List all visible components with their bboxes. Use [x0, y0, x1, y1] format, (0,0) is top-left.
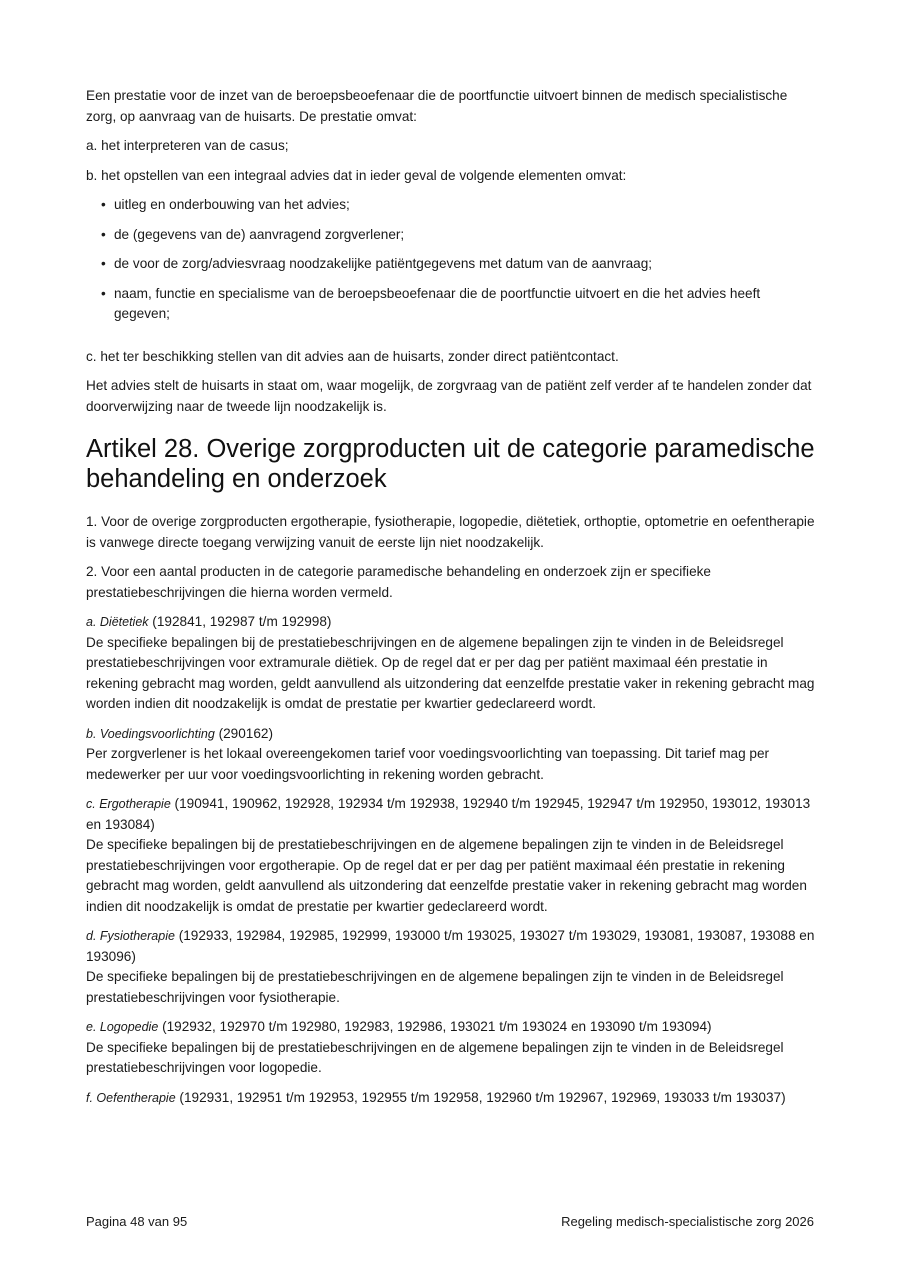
item-codes: (192933, 192984, 192985, 192999, 193000 t/m 193025, 193027 t/m 193029, 193081, 193087, 193088 en 193096) [86, 928, 815, 964]
intro-item-a: a. het interpreteren van de casus; [86, 138, 289, 153]
item-body: De specifieke bepalingen bij de prestatiebeschrijvingen en de algemene bepalingen zijn te vinden in de Beleidsregel prestatiebeschrijvingen voor fysiotherapie. [86, 969, 784, 1005]
intro-paragraph: Een prestatie voor de inzet van de beroepsbeoefenaar die de poortfunctie uitvoert binnen de medisch specialistische zorg, op aanvraag van de huisarts. De prestatie omvat: [86, 88, 788, 124]
page-footer [86, 1212, 814, 1233]
intro-item-b: b. het opstellen van een integraal advies dat in ieder geval de volgende elementen omvat: [86, 167, 627, 183]
item-codes: (192932, 192970 t/m 192980, 192983, 192986, 193021 t/m 193024 en 193090 t/m 193094) [158, 1019, 712, 1034]
document-page [86, 86, 816, 1117]
product-item-voedingsvoorlichting [86, 724, 816, 786]
item-label: d. Fysiotherapie [86, 929, 175, 943]
item-codes: (192841, 192987 t/m 192998) [148, 614, 332, 629]
bullet-icon: • [101, 256, 106, 271]
article-paragraph-2: 2. Voor een aantal producten in de categorie paramedische behandeling en onderzoek zijn er specifieke prestatiebeschrijvingen die hierna worden vermeld. [86, 564, 711, 600]
list-item: • de voor de zorg/adviesvraag noodzakelijke patiëntgegevens met datum van de aanvraag; [86, 254, 816, 275]
item-codes: (190941, 190962, 192928, 192934 t/m 192938, 192940 t/m 192945, 192947 t/m 192950, 193012, 193013 en 193084) [86, 796, 811, 832]
product-item-oefentherapie [86, 1088, 816, 1109]
page-number: Pagina 48 van 95 [86, 1214, 188, 1229]
intro-item-c: c. het ter beschikking stellen van dit advies aan de huisarts, zonder direct patiëntcontact. [86, 348, 619, 364]
product-item-ergotherapie [86, 794, 816, 917]
product-item-fysiotherapie [86, 926, 816, 1008]
article-paragraph-1: 1. Voor de overige zorgproducten ergotherapie, fysiotherapie, logopedie, diëtetiek, orthoptie, optometrie en oefentherapie is vanwege directe toegang verwijzing vanuit de eerste lijn niet noodzakelijk. [86, 514, 815, 550]
document-title: Regeling medisch-specialistische zorg 2026 [561, 1214, 814, 1229]
item-label: b. Voedingsvoorlichting [86, 726, 215, 741]
item-body: De specifieke bepalingen bij de prestatiebeschrijvingen en de algemene bepalingen zijn te vinden in de Beleidsregel prestatiebeschrijvingen voor ergotherapie. Op de regel dat er per dag per patiënt maximaal één prestatie in rekening gebracht mag worden, geldt aanvullend als uitzondering dat eenzelfde prestatie vaker in rekening gebracht mag worden indien dit noodzakelijk is omdat de prestatie per kwartier gedeclareerd wordt. [86, 837, 807, 914]
item-label: e. Logopedie [86, 1020, 159, 1034]
product-item-dietetiek [86, 612, 816, 715]
bullet-icon: • [101, 226, 106, 242]
intro-closing: Het advies stelt de huisarts in staat om, waar mogelijk, de zorgvraag van de patiënt zelf verder af te handelen zonder dat doorverwijzing naar de tweede lijn noodzakelijk is. [86, 378, 812, 414]
item-body: De specifieke bepalingen bij de prestatiebeschrijvingen en de algemene bepalingen zijn te vinden in de Beleidsregel prestatiebeschrijvingen voor extramurale diëtiek. Op de regel dat er per dag per patiënt maximaal één prestatie in rekening gebracht mag worden, geldt aanvullend als uitzondering dat eenzelfde prestatie vaker in rekening gebracht mag worden indien dit noodzakelijk is omdat de prestatie per kwartier gedeclareerd wordt. [86, 634, 815, 711]
advice-elements-list [86, 195, 816, 325]
item-codes: (290162) [214, 725, 273, 741]
bullet-icon: • [101, 197, 106, 212]
item-body: De specifieke bepalingen bij de prestatiebeschrijvingen en de algemene bepalingen zijn te vinden in de Beleidsregel prestatiebeschrijvingen voor logopedie. [86, 1039, 784, 1075]
article-heading: Artikel 28. Overige zorgproducten uit de categorie paramedische behandeling en onderzoek [86, 435, 815, 493]
bullet-icon: • [101, 285, 106, 301]
product-item-logopedie [86, 1017, 816, 1079]
item-label: c. Ergotherapie [86, 797, 171, 811]
item-label: a. Diëtetiek [86, 615, 149, 629]
list-item: • naam, functie en specialisme van de beroepsbeoefenaar die de poortfunctie uitvoert en die het advies heeft gegeven; [101, 285, 761, 321]
item-body: Per zorgverlener is het lokaal overeengekomen tarief voor voedingsvoorlichting van toepassing. Dit tarief mag per medewerker per uur voor voedingsvoorlichting in rekening worden gebracht. [86, 746, 770, 782]
list-item: • uitleg en onderbouwing van het advies; [86, 195, 816, 216]
item-codes: (192931, 192951 t/m 192953, 192955 t/m 192958, 192960 t/m 192967, 192969, 193033 t/m 193037) [175, 1089, 786, 1105]
item-label: f. Oefentherapie [86, 1090, 176, 1105]
list-item: • de (gegevens van de) aanvragend zorgverlener; [86, 225, 816, 246]
